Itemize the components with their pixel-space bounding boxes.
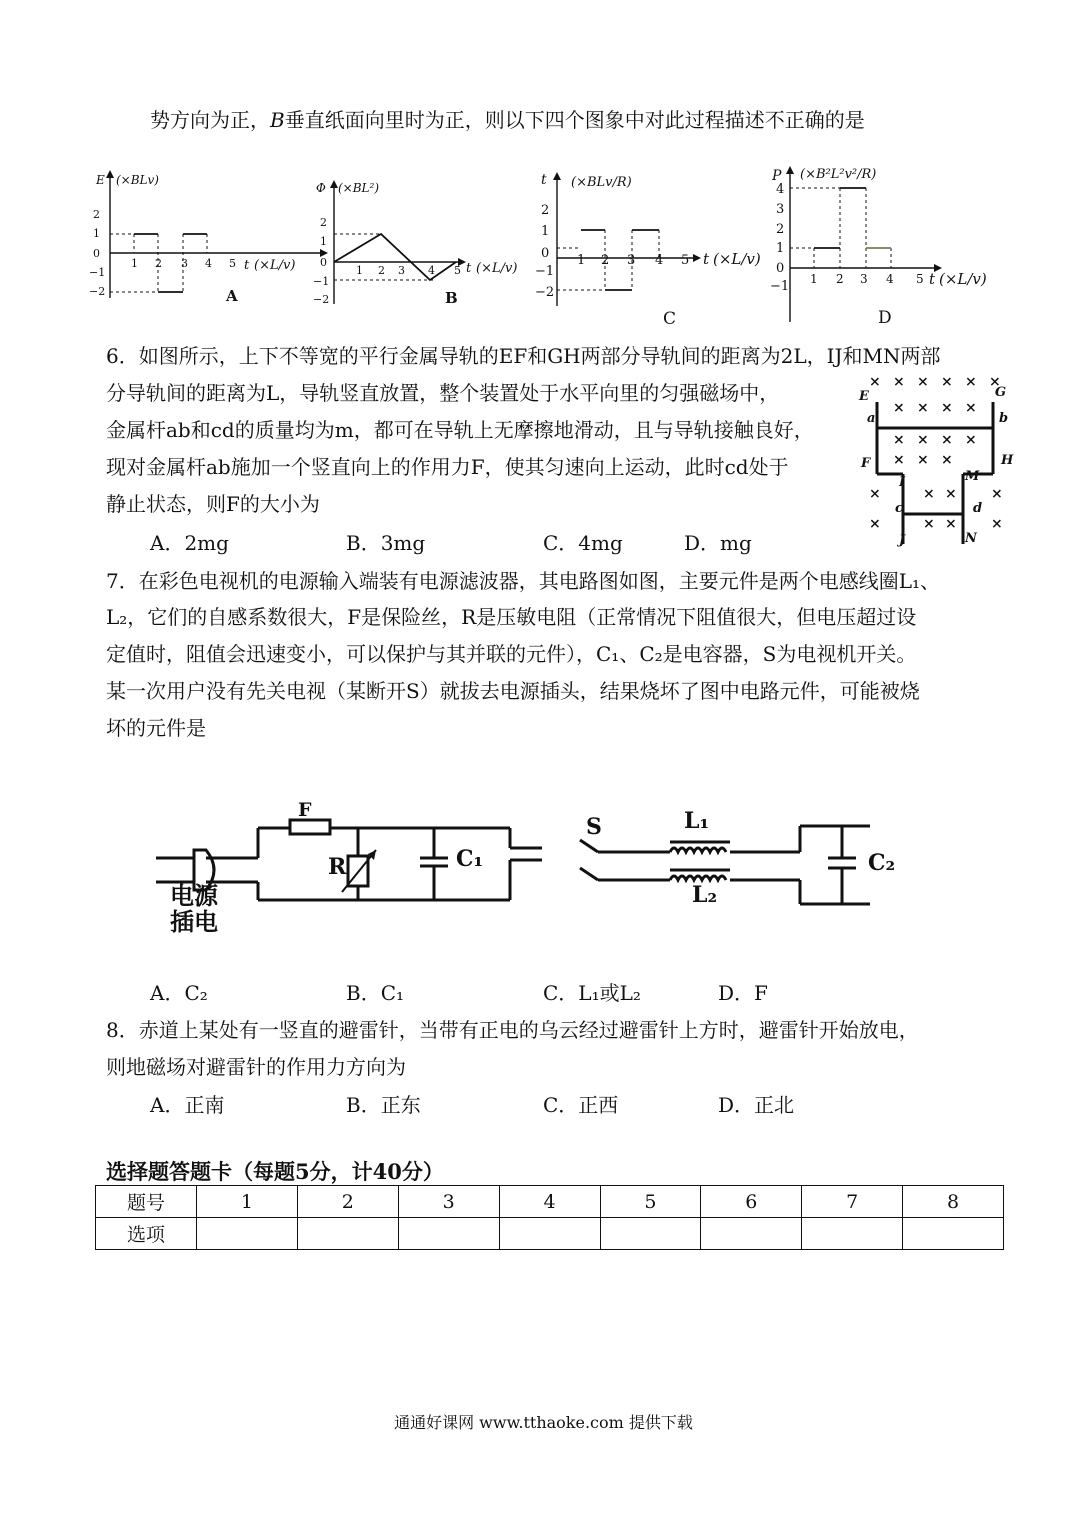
- question-number: 1: [197, 1186, 298, 1218]
- choice-row-label: 选项: [96, 1218, 197, 1250]
- svg-text:×: ×: [941, 432, 953, 448]
- svg-text:P: P: [772, 168, 782, 184]
- magnetic-field-crosses: [869, 374, 1003, 532]
- q7-circuit-figure: [150, 796, 910, 946]
- svg-text:5: 5: [454, 264, 461, 277]
- svg-text:3: 3: [776, 202, 785, 217]
- q8-option-a[interactable]: A．正南: [150, 1093, 225, 1117]
- svg-text:4: 4: [776, 182, 785, 197]
- graph-c-letter: C: [663, 309, 677, 329]
- number-row-label: 题号: [96, 1186, 197, 1218]
- graph-d-yunit: (×B²L²v²/R): [800, 167, 877, 182]
- q6-option-d[interactable]: D．mg: [684, 531, 752, 555]
- svg-text:−2: −2: [535, 285, 555, 300]
- graph-b: [308, 172, 533, 312]
- fuse-label: F: [298, 799, 312, 821]
- svg-text:1: 1: [93, 227, 100, 240]
- svg-text:t: t: [703, 250, 710, 268]
- svg-text:3: 3: [398, 264, 405, 277]
- svg-text:2: 2: [776, 222, 785, 237]
- q7-line-5: 坏的元件是: [106, 716, 206, 740]
- svg-text:4: 4: [886, 272, 894, 286]
- svg-text:×: ×: [917, 452, 929, 468]
- svg-text:2: 2: [320, 216, 327, 229]
- svg-text:1: 1: [320, 235, 327, 248]
- graph-a-ylabel: E: [96, 173, 105, 187]
- answer-card-choice-row: [96, 1218, 1004, 1250]
- svg-text:×: ×: [945, 486, 957, 502]
- graph-c: [535, 170, 765, 330]
- question-number: 5: [600, 1186, 701, 1218]
- svg-text:c: c: [895, 501, 903, 516]
- svg-text:2: 2: [378, 264, 385, 277]
- svg-text:3: 3: [181, 257, 188, 270]
- svg-text:5: 5: [229, 257, 236, 270]
- svg-text:×: ×: [869, 516, 881, 532]
- svg-text:d: d: [973, 501, 983, 516]
- svg-text:×: ×: [941, 452, 953, 468]
- q7-line-4: 某一次用户没有先关电视（某断开S）就拔去电源插头，结果烧坏了图中电路元件，可能被烧: [106, 679, 920, 703]
- svg-text:×: ×: [965, 400, 977, 416]
- svg-text:2: 2: [601, 253, 610, 268]
- svg-text:3: 3: [860, 272, 868, 286]
- switch-label: S: [586, 814, 602, 840]
- svg-text:Φ: Φ: [316, 181, 326, 195]
- svg-text:×: ×: [991, 486, 1003, 502]
- svg-text:1: 1: [356, 264, 363, 277]
- svg-text:5: 5: [916, 272, 924, 286]
- svg-text:0: 0: [93, 247, 100, 260]
- l1-label: L₁: [684, 808, 710, 834]
- svg-text:×: ×: [991, 516, 1003, 532]
- graph-a-letter: A: [226, 287, 238, 305]
- q6-line-1: 6．如图所示，上下不等宽的平行金属导轨的EF和GH两部分导轨间的距离为2L，IJ和MN两部: [106, 344, 941, 368]
- svg-text:×: ×: [965, 374, 977, 390]
- resistor-label: R: [328, 854, 347, 880]
- q6-option-b[interactable]: B．3mg: [346, 531, 426, 555]
- svg-text:a: a: [867, 411, 876, 426]
- svg-text:t: t: [244, 258, 250, 273]
- q6-option-c[interactable]: C．4mg: [543, 531, 623, 555]
- q8-line-2: 则地磁场对避雷针的作用力方向为: [106, 1055, 406, 1079]
- svg-text:−2: −2: [89, 285, 106, 298]
- svg-text:2: 2: [155, 257, 162, 270]
- svg-text:N: N: [965, 531, 977, 546]
- q6-rail-figure: [855, 372, 1030, 547]
- svg-text:×: ×: [893, 400, 905, 416]
- svg-text:−1: −1: [89, 266, 106, 279]
- svg-text:×: ×: [869, 374, 881, 390]
- q7-option-c[interactable]: C．L₁或L₂: [543, 981, 641, 1005]
- svg-text:×: ×: [917, 432, 929, 448]
- svg-text:1: 1: [776, 241, 785, 256]
- svg-text:0: 0: [776, 261, 785, 276]
- answer-card-number-row: [96, 1186, 1004, 1218]
- q7-line-1: 7．在彩色电视机的电源输入端装有电源滤波器，其电路图如图，主要元件是两个电感线圈L₁、: [106, 569, 941, 593]
- svg-text:J: J: [899, 533, 906, 548]
- graph-a-yunit: (×BLv): [116, 173, 159, 187]
- plug-label-1: 电源: [170, 881, 218, 910]
- graph-a-xunit: (×L/v): [254, 258, 296, 273]
- svg-text:×: ×: [941, 400, 953, 416]
- question-number: 7: [802, 1186, 903, 1218]
- answer-cell[interactable]: [398, 1218, 499, 1250]
- answer-cell[interactable]: [297, 1218, 398, 1250]
- svg-text:4: 4: [655, 253, 664, 268]
- q6-option-a[interactable]: A．2mg: [150, 531, 229, 555]
- answer-cell[interactable]: [802, 1218, 903, 1250]
- answer-cell[interactable]: [499, 1218, 600, 1250]
- plug-label-2: 插电: [170, 907, 218, 936]
- svg-text:−1: −1: [535, 264, 555, 279]
- q6-line-3: 金属杆ab和cd的质量均为m，都可在导轨上无摩擦地滑动，且与导轨接触良好，: [106, 418, 814, 442]
- svg-text:×: ×: [923, 516, 935, 532]
- question-number: 3: [398, 1186, 499, 1218]
- answer-cell[interactable]: [600, 1218, 701, 1250]
- svg-text:×: ×: [917, 400, 929, 416]
- svg-text:1: 1: [577, 253, 586, 268]
- svg-text:×: ×: [965, 432, 977, 448]
- graph-b-yunit: (×BL²): [338, 181, 380, 195]
- q7-option-a[interactable]: A．C₂: [150, 981, 208, 1005]
- svg-text:×: ×: [941, 374, 953, 390]
- svg-text:M: M: [965, 469, 980, 484]
- svg-text:×: ×: [893, 374, 905, 390]
- svg-text:1: 1: [131, 257, 138, 270]
- svg-text:F: F: [861, 456, 871, 471]
- q6-line-2: 分导轨间的距离为L，导轨竖直放置，整个装置处于水平向里的匀强磁场中，: [106, 381, 780, 405]
- intro-line: 势方向为正，B垂直纸面向里时为正，则以下四个图象中对此过程描述不正确的是: [150, 108, 865, 132]
- svg-text:H: H: [1001, 453, 1014, 468]
- answer-cell[interactable]: [903, 1218, 1004, 1250]
- svg-text:1: 1: [541, 224, 550, 239]
- q8-option-b[interactable]: B．正东: [346, 1093, 421, 1117]
- q8-option-c[interactable]: C．正西: [543, 1093, 619, 1117]
- q7-option-b[interactable]: B．C₁: [346, 981, 405, 1005]
- svg-text:×: ×: [989, 374, 1001, 390]
- svg-text:×: ×: [893, 452, 905, 468]
- c2-label: C₂: [868, 850, 896, 876]
- svg-text:−2: −2: [313, 293, 330, 306]
- graph-d: [766, 162, 1026, 327]
- svg-text:×: ×: [923, 486, 935, 502]
- svg-text:4: 4: [205, 257, 212, 270]
- svg-text:×: ×: [869, 486, 881, 502]
- svg-text:2: 2: [541, 203, 550, 218]
- q6-line-5: 静止状态，则F的大小为: [106, 492, 320, 516]
- q8-option-d[interactable]: D．正北: [718, 1093, 795, 1117]
- svg-text:−1: −1: [770, 279, 790, 294]
- c1-label: C₁: [456, 846, 484, 872]
- svg-text:I: I: [899, 475, 906, 490]
- answer-cell[interactable]: [701, 1218, 802, 1250]
- svg-text:t: t: [929, 270, 936, 288]
- svg-text:×: ×: [917, 374, 929, 390]
- svg-text:−1: −1: [313, 275, 330, 288]
- svg-text:0: 0: [320, 256, 327, 269]
- svg-text:t: t: [541, 172, 547, 188]
- question-number: 2: [297, 1186, 398, 1218]
- answer-card-table: [95, 1185, 1004, 1250]
- graph-d-letter: D: [878, 308, 892, 328]
- svg-text:0: 0: [541, 246, 550, 261]
- svg-text:2: 2: [836, 272, 844, 286]
- svg-text:3: 3: [627, 253, 636, 268]
- svg-text:×: ×: [893, 432, 905, 448]
- graph-c-yunit: (×BLv/R): [571, 175, 632, 190]
- answer-card-title: 选择题答题卡（每题5分，计40分）: [106, 1159, 444, 1184]
- q7-line-2: L₂，它们的自感系数很大，F是保险丝，R是压敏电阻（正常情况下阻值很大，但电压超过设: [106, 605, 917, 629]
- q7-line-3: 定值时，阻值会迅速变小，可以保护与其并联的元件），C₁、C₂是电容器，S为电视机开关。: [106, 642, 917, 666]
- question-number: 8: [903, 1186, 1004, 1218]
- svg-text:5: 5: [681, 253, 690, 268]
- svg-text:×: ×: [945, 516, 957, 532]
- svg-text:E: E: [859, 389, 869, 404]
- l2-label: L₂: [692, 882, 718, 908]
- svg-text:b: b: [999, 411, 1009, 426]
- graph-b-xunit: (×L/v): [476, 261, 518, 276]
- graph-d-xunit: (×L/v): [939, 270, 987, 288]
- page-footer: 通通好课网 www.tthaoke.com 提供下载: [394, 1413, 693, 1432]
- answer-cell[interactable]: [197, 1218, 298, 1250]
- graph-a: [88, 168, 328, 308]
- svg-text:t: t: [466, 261, 472, 276]
- question-number: 4: [499, 1186, 600, 1218]
- graph-b-letter: B: [445, 289, 458, 307]
- graph-c-xunit: (×L/v): [713, 250, 761, 268]
- q7-option-d[interactable]: D．F: [718, 981, 768, 1005]
- q8-line-1: 8．赤道上某处有一竖直的避雷针，当带有正电的乌云经过避雷针上方时，避雷针开始放电，: [106, 1018, 919, 1042]
- question-number: 6: [701, 1186, 802, 1218]
- q6-line-4: 现对金属杆ab施加一个竖直向上的作用力F，使其匀速向上运动，此时cd处于: [106, 455, 789, 479]
- svg-text:1: 1: [810, 272, 818, 286]
- svg-text:G: G: [995, 385, 1007, 400]
- svg-text:4: 4: [428, 264, 435, 277]
- svg-text:2: 2: [93, 208, 100, 221]
